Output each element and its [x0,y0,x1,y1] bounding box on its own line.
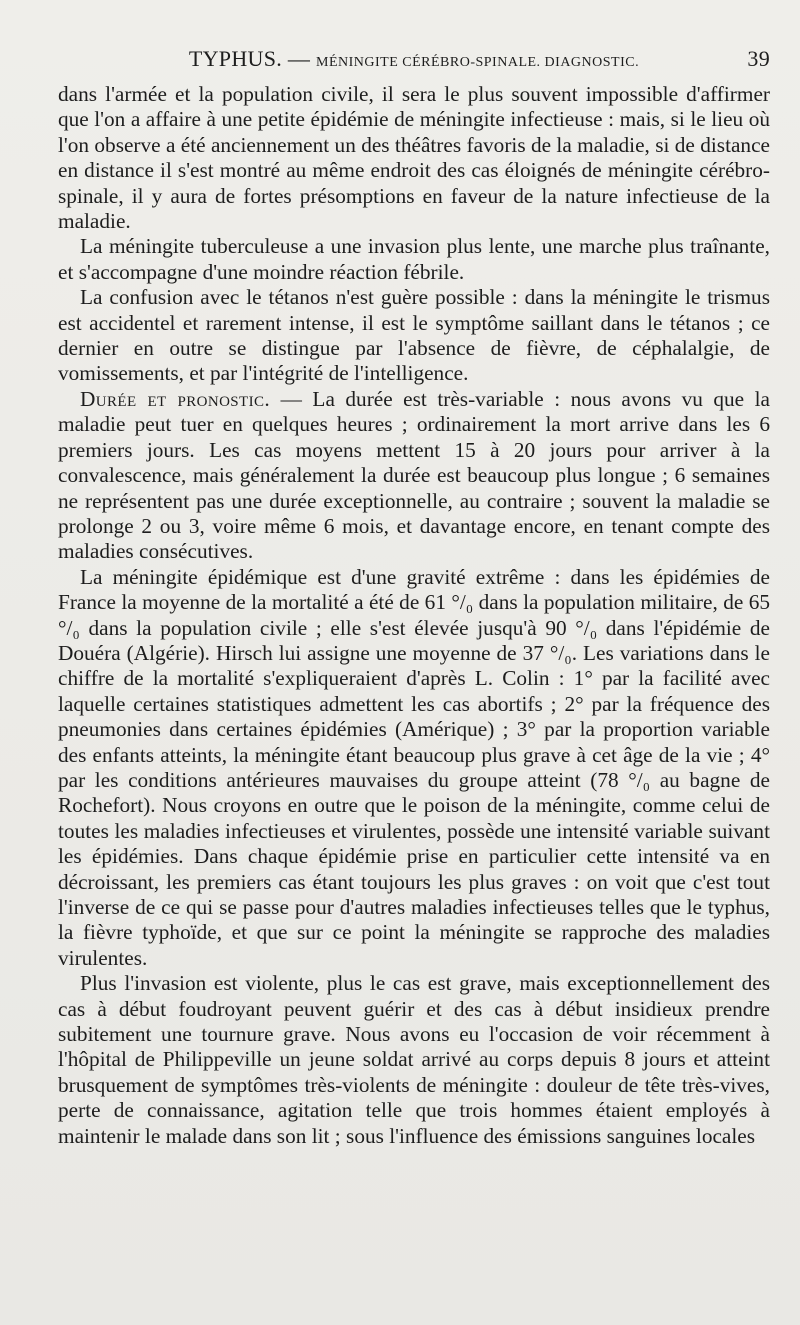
paragraph-text: Plus l'invasion est violente, plus le cas est grave, mais exceptionnellement des cas à début foudroyant peuvent guérir et des cas à début insidieux prendre subitement une tournure grave. Nous avons eu l'occasion de voir récemment à l'hôpital de Philippeville un jeune soldat arrivé au corps depuis 8 jours et atteint brusquement de symptômes très-violents de méningite : douleur de tête très-vives, perte de connaissance, agitation telle que trois hommes étaient employés à maintenir le malade dans son lit ; sous l'influence des émissions sanguines locales [58,971,770,1148]
header-title [58,46,730,72]
paragraph-text: La confusion avec le tétanos n'est guère possible : dans la méningite le trismus est accidentel et rarement intense, il est le symptôme saillant dans le tétanos ; ce dernier en outre se distingue par l'absence de fièvre, de céphalalgie, de vomissements, et par l'intégrité de l'intelligence. [58,285,770,386]
section-heading: Durée et pronostic. [80,386,271,411]
header-title-sub: MÉNINGITE CÉRÉBRO-SPINALE. DIAGNOSTIC. [316,55,640,70]
page-number: 39 [747,46,770,71]
page-body [58,82,770,1149]
paragraph-section-duree [58,387,770,565]
paragraph-text: La méningite tuberculeuse a une invasion plus lente, une marche plus traînante, et s'accompagne d'une moindre réaction fébrile. [58,234,770,284]
header-title-separator: — [287,46,311,71]
paragraph-text: La méningite épidémique est d'une gravité extrême : dans les épidémies de France la moyenne de la mortalité a été de 61 °/₀ dans la population militaire, de 65 °/₀ dans la population civile ; elle s'est élevée jusqu'à 90 °/₀ dans l'épidémie de Douéra (Algérie). Hirsch lui assigne une moyenne de 37 °/₀. Les variations dans le chiffre de la mortalité s'expliqueraient d'après L. Colin : 1° par la facilité avec laquelle certaines statistiques admettent les cas abortifs ; 2° par la fréquence des pneumonies dans certaines épidémies (Amérique) ; 3° par la proportion variable des enfants atteints, la méningite étant beaucoup plus grave à cet âge de la vie ; 4° par les conditions antérieures mauvaises du groupe atteint (78 °/₀ au bagne de Rochefort). Nous croyons en outre que le poison de la méningite, comme celui de toutes les maladies infectieuses et virulentes, possède une intensité variable suivant les épidémies. Dans chaque épidémie prise en particulier cette intensité va en décroissant, les premiers cas étant toujours les plus graves : on voit que c'est tout l'inverse de ce qui se passe pour d'autres maladies infectieuses telles que le typhus, la fièvre typhoïde, et que sur ce point la méningite se rapproche des maladies virulentes. [58,564,770,970]
running-header [58,46,770,72]
paragraph-text: — La durée est très-variable : nous avons vu que la maladie peut tuer en quelques heures ; ordinairement la mort arrive dans les 6 premiers jours. Les cas moyens mettent 15 à 20 jours pour arriver à la convalescence, mais généralement la durée est beaucoup plus longue ; 6 semaines ne représentent pas une durée exceptionnelle, au contraire ; souvent la maladie se prolonge 2 ou 3, voire même 6 mois, et davantage encore, en tenant compte des maladies consécutives. [58,386,770,564]
paragraph-text: dans l'armée et la population civile, il sera le plus souvent impossible d'affirmer que l'on a affaire à une petite épidémie de méningite infectieuse : mais, si le lieu où l'on observe a été anciennement un des théâtres favoris de la maladie, si de distance en distance il s'est montré au même endroit des cas éloignés de méningite cérébro-spinale, il y aura de fortes présomptions en faveur de la nature infectieuse de la maladie. [58,82,770,234]
header-title-main: TYPHUS. [188,46,283,71]
paragraph [58,234,770,285]
paragraph [58,285,770,387]
paragraph [58,971,770,1149]
paragraph-continued [58,82,770,234]
paragraph [58,565,770,972]
